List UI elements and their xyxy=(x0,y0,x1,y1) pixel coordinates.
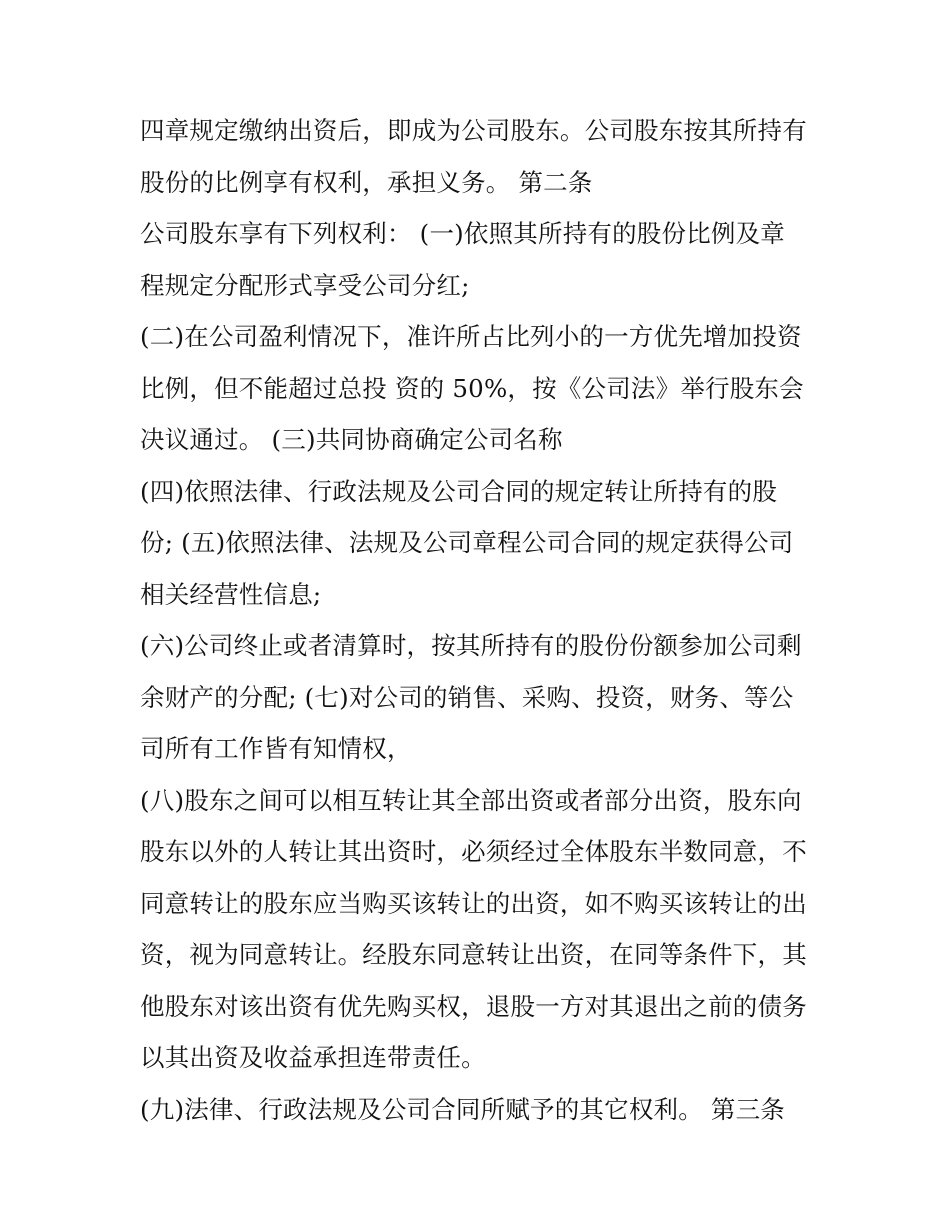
text-line: 股东以外的人转让其出资时，必须经过全体股东半数同意，不 xyxy=(140,837,807,866)
document-body xyxy=(140,105,820,1135)
text-line: 司所有工作皆有知情权， xyxy=(140,734,412,763)
text-line: (二)在公司盈利情况下，准许所占比列小的一方优先增加投资 xyxy=(140,322,802,351)
text-line: 比例，但不能超过总投 资的 50%，按《公司法》举行股东会 xyxy=(140,373,804,403)
text-line: (八)股东之间可以相互转让其全部出资或者部分出资，股东向 xyxy=(140,785,802,815)
text-line: 余财产的分配; (七)对公司的销售、采购、投资，财务、等公 xyxy=(140,682,794,712)
text-line: 资，视为同意转让。经股东同意转让出资，在同等条件下，其 xyxy=(140,940,807,969)
text-line: 决议通过。 (三)共同协商确定公司名称 xyxy=(140,425,563,454)
text-line: (九)法律、行政法规及公司合同所赋予的其它权利。 第三条 xyxy=(140,1094,786,1124)
text-line: (六)公司终止或者清算时，按其所持有的股份份额参加公司剩 xyxy=(140,631,802,660)
text-line: 公司股东享有下列权利： (一)依照其所持有的股份比例及章 xyxy=(140,219,786,248)
text-line: 他股东对该出资有优先购买权，退股一方对其退出之前的债务 xyxy=(140,991,807,1021)
text-line: 份; (五)依照法律、法规及公司章程公司合同的规定获得公司 xyxy=(140,528,794,557)
text-line: 以其出资及收益承担连带责任。 xyxy=(140,1043,486,1072)
text-line: 程规定分配形式享受公司分红; xyxy=(140,270,470,300)
text-line: 同意转让的股东应当购买该转让的出资，如不购买该转让的出 xyxy=(140,888,807,918)
text-line: 四章规定缴纳出资后，即成为公司股东。公司股东按其所持有 xyxy=(140,116,807,145)
text-line: 相关经营性信息; xyxy=(140,579,322,609)
text-line: 股份的比例享有权利，承担义务。 第二条 xyxy=(140,167,593,197)
text-line: (四)依照法律、行政法规及公司合同的规定转让所持有的股 xyxy=(140,476,778,506)
